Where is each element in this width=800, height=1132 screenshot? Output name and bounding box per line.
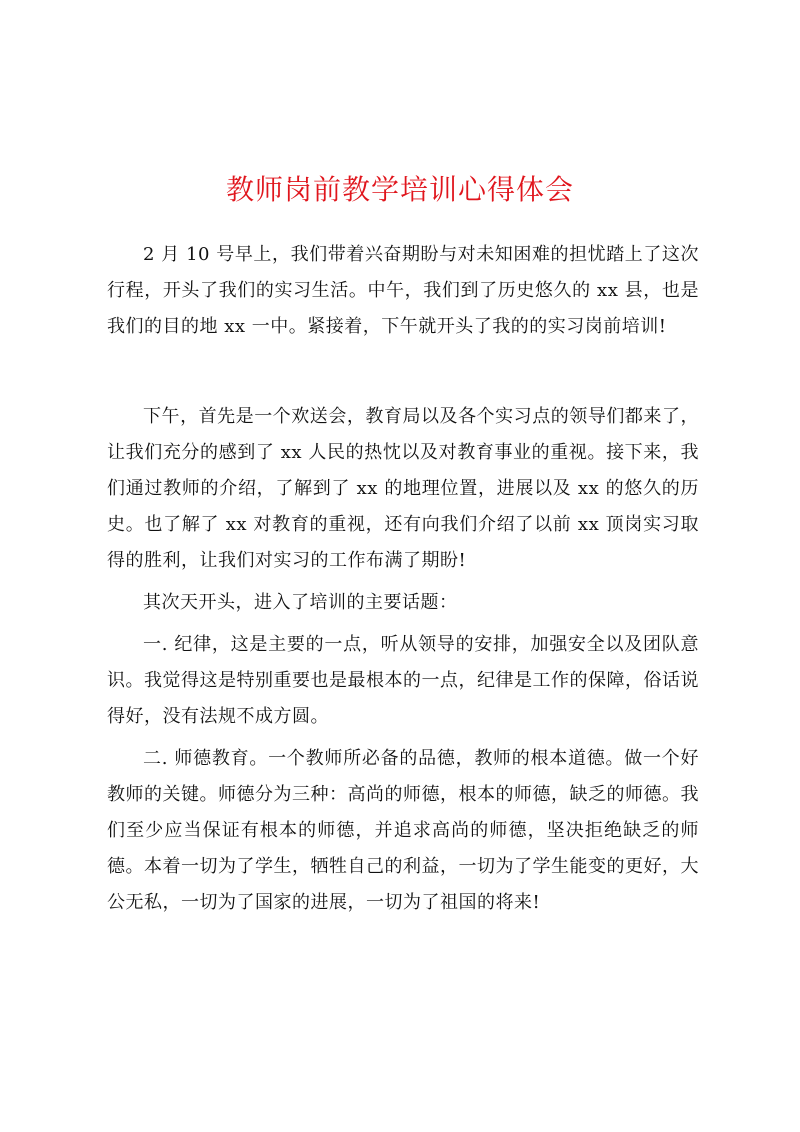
paragraph-1: 2 月 10 号早上，我们带着兴奋期盼与对未知困难的担忧踏上了这次行程，开头了我们的实习生活。中午，我们到了历史悠久的 xx 县，也是我们的目的地 xx 一中。紧接着，下午就开头了我的的实习岗前培训!: [107, 244, 699, 337]
paragraph-2: 下午，首先是一个欢送会，教育局以及各个实习点的领导们都来了，让我们充分的感到了 xx 人民的热忱以及对教育事业的重视。接下来，我们通过教师的介绍，了解到了 xx 的地理位置，进展以及 xx 的悠久的历史。也了解了 xx 对教育的重视，还有向我们介绍了以前 xx 顶岗实习取得的胜利，让我们对实习的工作布满了期盼!: [107, 406, 699, 571]
paragraph-spacer: [107, 345, 699, 399]
document-body: [107, 237, 699, 921]
paragraph-3: 其次天开头，进入了培训的主要话题：: [143, 592, 458, 613]
document-title: 教师岗前教学培训心得体会: [225, 173, 574, 206]
paragraph-4: 一. 纪律，这是主要的一点，听从领导的安排，加强安全以及团队意识。我觉得这是特别重要也是最根本的一点，纪律是工作的保障，俗话说得好，没有法规不成方圆。: [107, 634, 699, 727]
paragraph-5: 二. 师德教育。一个教师所必备的品德，教师的根本道德。做一个好教师的关键。师德分为三种：高尚的师德，根本的师德，缺乏的师德。我们至少应当保证有根本的师德，并追求高尚的师德，坚决拒绝缺乏的师德。本着一切为了学生，牺牲自己的利益，一切为了学生能变的更好，大公无私，一切为了国家的进展，一切为了祖国的将来!: [107, 748, 699, 913]
